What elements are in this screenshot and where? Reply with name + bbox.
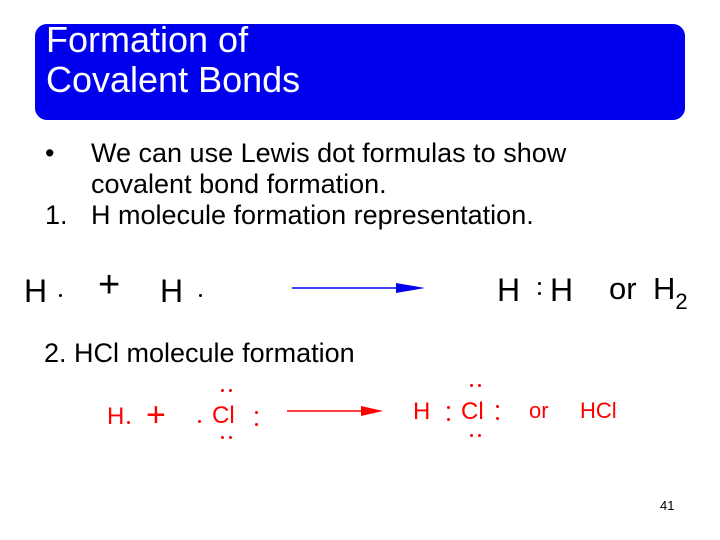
shared-electron-dot	[447, 418, 450, 421]
electron-dot	[199, 294, 202, 297]
bullet-marker: •	[45, 138, 55, 168]
electron-dot	[221, 436, 224, 439]
electron-dot	[221, 389, 224, 392]
slide-title	[46, 20, 466, 100]
shared-electron-dot	[538, 282, 541, 285]
h-atom: H	[107, 403, 125, 430]
product-h: H	[413, 398, 431, 425]
shared-electron-dot	[447, 406, 450, 409]
product-cl: Cl	[461, 398, 484, 425]
electron-dot	[470, 384, 473, 387]
electron-dot	[255, 411, 258, 414]
number-marker: 1.	[45, 200, 68, 230]
numbered-text: H molecule formation representation.	[91, 200, 534, 230]
electron-dot	[127, 421, 130, 424]
h-atom-right: H	[160, 273, 184, 309]
bullet-text: covalent bond formation.	[91, 169, 387, 199]
electron-dot	[496, 405, 499, 408]
electron-dot	[255, 423, 258, 426]
shared-electron-dot	[538, 292, 541, 295]
hcl-formula: HCl	[580, 398, 617, 423]
electron-dot	[496, 417, 499, 420]
product-h-right: H	[550, 272, 574, 308]
or-label: or	[609, 271, 637, 306]
plus-sign: +	[98, 264, 121, 306]
electron-dot	[478, 384, 481, 387]
formula-subscript: 2	[675, 289, 688, 314]
cl-atom: Cl	[212, 402, 235, 429]
electron-dot	[198, 420, 201, 423]
or-label: or	[529, 398, 549, 423]
section-heading: 2. HCl molecule formation	[44, 338, 355, 368]
electron-dot	[59, 294, 62, 297]
electron-dot	[229, 436, 232, 439]
reaction-arrow	[285, 404, 385, 418]
bullet-text: We can use Lewis dot formulas to show	[91, 138, 567, 168]
page-number: 41	[660, 498, 675, 513]
electron-dot	[229, 389, 232, 392]
product-h-left: H	[497, 272, 521, 308]
reaction-arrow	[290, 280, 430, 296]
formula-symbol: H	[653, 271, 676, 306]
h2-formula	[653, 271, 688, 314]
electron-dot	[478, 434, 481, 437]
title-line-2: Covalent Bonds	[46, 59, 301, 100]
plus-sign: +	[146, 396, 166, 434]
electron-dot	[470, 434, 473, 437]
h-atom-left: H	[24, 273, 48, 309]
title-line-1: Formation of	[46, 19, 249, 60]
